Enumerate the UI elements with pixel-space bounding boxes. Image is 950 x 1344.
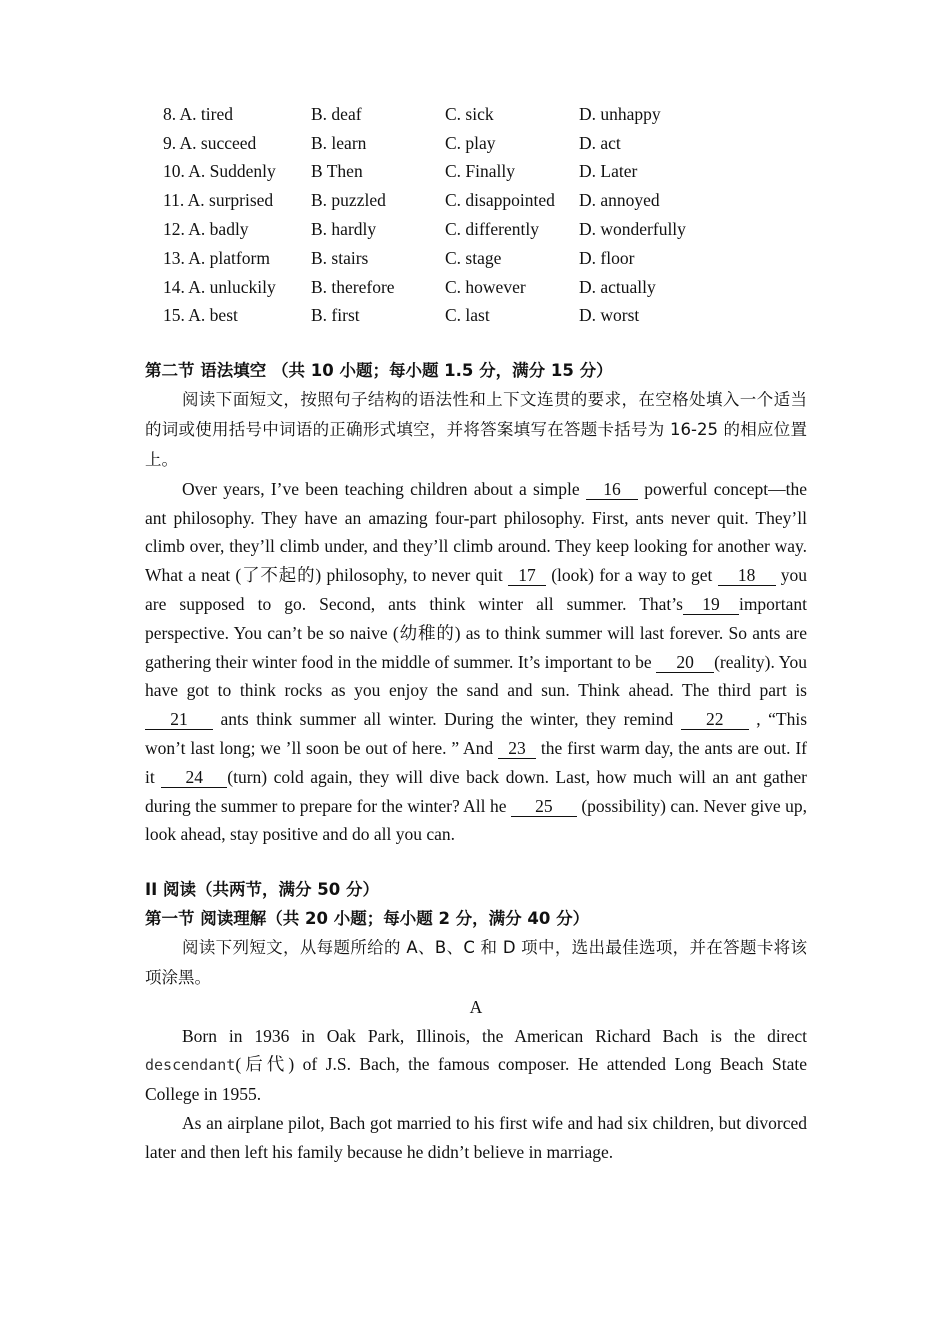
blank-17[interactable]: 17 xyxy=(508,565,546,586)
passage-a-label: A xyxy=(469,996,483,1017)
blank-23[interactable]: 23 xyxy=(498,738,536,759)
section2-instruction: 阅读下面短文，按照句子结构的语法性和上下文连贯的要求，在空格处填入一个适当的词或使用括号中词语的正确形式填空，并将答案填写在答题卡括号为 16-25 的相应位置上。 xyxy=(145,390,807,469)
option-row xyxy=(163,302,686,331)
option-d: D. actually xyxy=(579,276,656,297)
option-b: B. stairs xyxy=(311,247,369,268)
blank-16[interactable]: 16 xyxy=(586,479,638,500)
options-table xyxy=(163,100,686,330)
exam-page xyxy=(145,100,807,1167)
option-d: D. unhappy xyxy=(579,103,661,124)
option-b: B. deaf xyxy=(311,103,362,124)
option-d: D. wonderfully xyxy=(579,219,686,240)
grammar-passage: Over years, I’ve been teaching children about a simple 16 powerful concept—the ant philosophy. They have an amazing four-part philosophy. First, ants never quit. They’ll climb over, they’ll climb under, and they’ll climb around. They keep looking for another way. What a neat (了不起的) philosophy, to never quit 17 (look) for a way to get 18 you are supposed to go. Second, ants think winter all summer. That’s 19 important perspective. You can’t be so naive (幼稚的) as to think summer will last forever. So ants are gathering their winter food in the middle of summer. It’s important to be 20 (reality). You have got to think rocks as you enjoy the sand and sun. Think ahead. The third part is 21 ants think summer all winter. During the winter, they remind 22 , “This won’t last long; we ’ll soon be out of here. ” And 23 the first warm day, the ants are out. If it 24 (turn) cold again, they will dive back down. Last, how much will an ant gather during the summer to prepare for the winter? All he 25 (possibility) can. Never give up, look ahead, stay positive and do all you can. xyxy=(145,478,808,845)
part2-heading: II 阅读（共两节，满分 50 分） xyxy=(145,880,379,900)
option-c: C. Finally xyxy=(445,161,516,182)
option-b: B. puzzled xyxy=(311,190,386,211)
option-c: C. play xyxy=(445,132,496,153)
option-n: 9. A. succeed xyxy=(163,132,257,153)
option-b: B Then xyxy=(311,161,363,182)
option-row xyxy=(163,158,686,187)
option-c: C. sick xyxy=(445,103,494,124)
option-n: 12. A. badly xyxy=(163,219,249,240)
blank-19[interactable]: 19 xyxy=(683,594,739,615)
option-c: C. stage xyxy=(445,247,502,268)
option-row xyxy=(163,186,686,215)
option-c: C. however xyxy=(445,276,526,297)
part2-instruction: 阅读下列短文，从每题所给的 A、B、C 和 D 项中，选出最佳选项，并在答题卡将该项涂黑。 xyxy=(145,938,807,987)
option-d: D. annoyed xyxy=(579,190,660,211)
option-row xyxy=(163,100,686,129)
option-c: C. differently xyxy=(445,219,539,240)
passage-a-paragraph-1: Born in 1936 in Oak Park, Illinois, the American Richard Bach is the direct descendant(后代) of J.S. Bach, the famous composer. He attended Long Beach State College in 1955. xyxy=(145,1025,807,1105)
option-row xyxy=(163,244,686,273)
blank-22[interactable]: 22 xyxy=(681,709,749,730)
option-b: B. hardly xyxy=(311,219,377,240)
option-c: C. disappointed xyxy=(445,190,555,211)
option-d: D. Later xyxy=(579,161,638,182)
option-d: D. act xyxy=(579,132,621,153)
option-n: 8. A. tired xyxy=(163,103,233,124)
blank-25[interactable]: 25 xyxy=(511,796,577,817)
section2-heading: 第二节 语法填空 （共 10 小题；每小题 1.5 分，满分 15 分） xyxy=(145,361,613,381)
option-n: 15. A. best xyxy=(163,305,238,326)
blank-24[interactable]: 24 xyxy=(161,767,227,788)
part2-subheading: 第一节 阅读理解（共 20 小题；每小题 2 分，满分 40 分） xyxy=(145,909,590,929)
option-d: D. floor xyxy=(579,247,635,268)
option-n: 10. A. Suddenly xyxy=(163,161,276,182)
passage-a-paragraph-2: As an airplane pilot, Bach got married to his first wife and had six children, but divorced later and then left his family because he didn’t believe in marriage. xyxy=(145,1112,807,1162)
option-d: D. worst xyxy=(579,305,640,326)
option-n: 11. A. surprised xyxy=(163,190,274,211)
option-b: B. learn xyxy=(311,132,367,153)
option-n: 14. A. unluckily xyxy=(163,276,276,297)
blank-20[interactable]: 20 xyxy=(656,652,714,673)
option-row xyxy=(163,215,686,244)
blank-21[interactable]: 21 xyxy=(145,709,213,730)
option-row xyxy=(163,129,686,158)
option-row xyxy=(163,273,686,302)
option-b: B. therefore xyxy=(311,276,395,297)
blank-18[interactable]: 18 xyxy=(718,565,776,586)
option-b: B. first xyxy=(311,305,360,326)
option-n: 13. A. platform xyxy=(163,247,270,268)
option-c: C. last xyxy=(445,305,490,326)
